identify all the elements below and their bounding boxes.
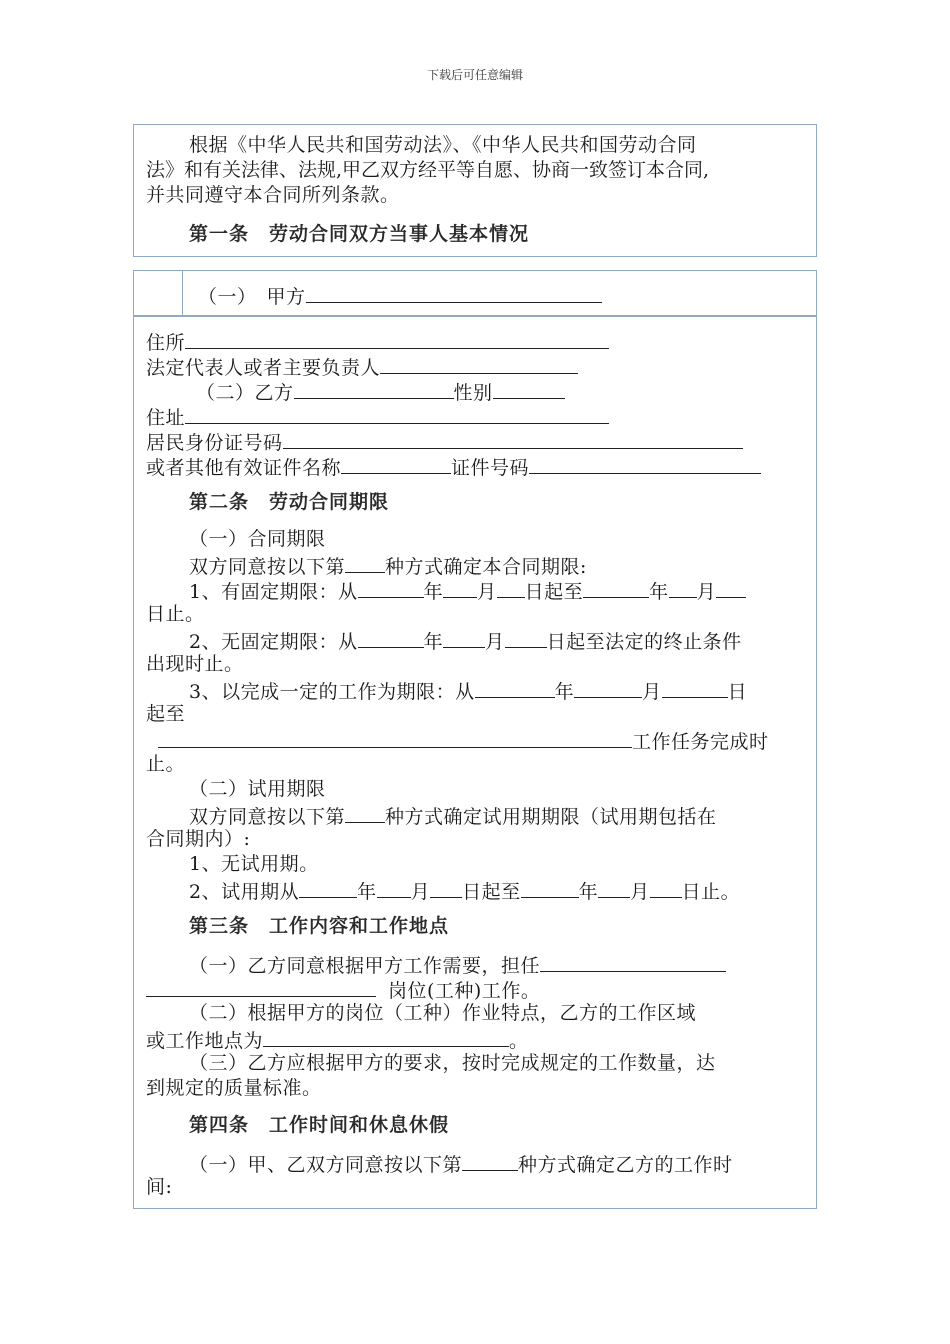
year-label: 年 bbox=[554, 681, 575, 703]
other-id-label: 或者其他有效证件名称 bbox=[146, 457, 342, 479]
article-4-title: 第四条 工作时间和休息休假 bbox=[189, 1114, 450, 1136]
term-method-text-a: 双方同意按以下第 bbox=[189, 556, 346, 578]
probation-method-text-a: 双方同意按以下第 bbox=[189, 806, 346, 828]
work-time-end: 间: bbox=[146, 1176, 173, 1198]
residence-field[interactable] bbox=[185, 403, 609, 424]
job-post-field-b[interactable] bbox=[146, 976, 376, 997]
party-a-row bbox=[198, 282, 602, 310]
id-number-field[interactable] bbox=[283, 428, 743, 449]
month-label: 月 bbox=[410, 881, 431, 903]
probation-start-day[interactable] bbox=[430, 877, 462, 898]
fixed-end-year[interactable] bbox=[583, 577, 649, 598]
job-post-row bbox=[189, 951, 726, 979]
job-post-text: （一）乙方同意根据甲方工作需要，担任 bbox=[189, 955, 541, 977]
task-term-end: 止。 bbox=[146, 753, 186, 775]
no-probation: 1、无试用期。 bbox=[189, 853, 319, 875]
residence-row bbox=[146, 403, 609, 431]
work-area-row-2 bbox=[146, 1026, 529, 1054]
cert-no-field[interactable] bbox=[529, 453, 761, 474]
job-post-suffix: 岗位(工种)工作。 bbox=[388, 980, 541, 1002]
task-term-complete: 工作任务完成时 bbox=[632, 731, 769, 753]
month-label: 月 bbox=[477, 581, 497, 603]
fixed-start-day[interactable] bbox=[497, 577, 525, 598]
gender-field[interactable] bbox=[493, 378, 565, 399]
rep-label: 法定代表人或者主要负责人 bbox=[146, 357, 381, 379]
quota-row-2: 到规定的质量标准。 bbox=[146, 1077, 322, 1099]
year-label: 年 bbox=[357, 881, 377, 903]
probation-end-year[interactable] bbox=[521, 877, 579, 898]
intro-line-1: 根据《中华人民共和国劳动法》、《中华人民共和国劳动合同 bbox=[189, 134, 697, 156]
month-label: 月 bbox=[630, 881, 650, 903]
article-2-title: 第二条 劳动合同期限 bbox=[189, 491, 390, 513]
term-method-text-b: 种方式确定本合同期限: bbox=[385, 556, 587, 578]
id-number-row bbox=[146, 428, 743, 456]
work-area-row: （二）根据甲方的岗位（工种）作业特点，乙方的工作区域 bbox=[189, 1002, 697, 1024]
party-b-field[interactable] bbox=[294, 378, 454, 399]
task-term-row bbox=[189, 677, 747, 705]
task-end-field[interactable] bbox=[158, 727, 632, 748]
fixed-start-month[interactable] bbox=[443, 577, 477, 598]
work-time-row bbox=[189, 1150, 733, 1178]
open-term-label: 2、无固定期限：从 bbox=[189, 631, 358, 653]
gender-label: 性别 bbox=[453, 382, 493, 404]
work-area-field[interactable] bbox=[263, 1026, 509, 1047]
task-start-year[interactable] bbox=[475, 677, 555, 698]
open-start-day[interactable] bbox=[505, 627, 547, 648]
fixed-end-day[interactable] bbox=[716, 577, 746, 598]
probation-start-month[interactable] bbox=[377, 877, 411, 898]
year-label: 年 bbox=[423, 581, 444, 603]
intro-line-2: 法》和有关法律、法规,甲乙双方经平等自愿、协商一致签订本合同, bbox=[146, 159, 710, 181]
term-method-field[interactable] bbox=[345, 552, 385, 573]
task-term-end-row bbox=[158, 727, 769, 755]
probation-end-day[interactable] bbox=[650, 877, 682, 898]
fixed-term-end: 日止。 bbox=[146, 603, 205, 625]
page-header: 下载后可任意编辑 bbox=[426, 68, 523, 82]
task-start-month[interactable] bbox=[574, 677, 642, 698]
task-term-label: 3、以完成一定的工作为期限：从 bbox=[189, 681, 475, 703]
open-start-month[interactable] bbox=[443, 627, 485, 648]
term-subtitle: （一）合同期限 bbox=[189, 528, 326, 550]
task-term-to: 起至 bbox=[146, 703, 186, 725]
year-label: 年 bbox=[649, 581, 669, 603]
party-a-field[interactable] bbox=[306, 282, 602, 303]
fixed-term-row bbox=[189, 577, 746, 605]
work-time-text-b: 种方式确定乙方的工作时 bbox=[518, 1154, 733, 1176]
open-term-to: 日起至法定的终止条件 bbox=[546, 631, 742, 653]
open-term-row bbox=[189, 627, 742, 655]
year-label: 年 bbox=[423, 631, 444, 653]
job-post-row-2 bbox=[146, 976, 540, 1004]
job-post-field-a[interactable] bbox=[540, 951, 726, 972]
party-a-inner-divider bbox=[182, 270, 183, 316]
month-label: 月 bbox=[642, 681, 662, 703]
day-label: 日 bbox=[727, 681, 748, 703]
party-a-label: （一） 甲方 bbox=[198, 286, 306, 308]
fixed-start-year[interactable] bbox=[358, 577, 424, 598]
address-label: 住所 bbox=[146, 332, 186, 354]
intro-line-3: 并共同遵守本合同所列条款。 bbox=[146, 184, 400, 206]
residence-label: 住址 bbox=[146, 407, 186, 429]
article-1-title: 第一条 劳动合同双方当事人基本情况 bbox=[189, 223, 530, 245]
work-area-label: 或工作地点为 bbox=[146, 1030, 264, 1052]
fixed-end-month[interactable] bbox=[669, 577, 697, 598]
party-b-row bbox=[196, 378, 565, 406]
party-b-label: （二）乙方 bbox=[196, 382, 294, 404]
rep-field[interactable] bbox=[380, 353, 578, 374]
other-id-row bbox=[146, 453, 761, 481]
open-start-year[interactable] bbox=[358, 627, 424, 648]
work-time-text-a: （一）甲、乙双方同意按以下第 bbox=[189, 1154, 463, 1176]
rep-row bbox=[146, 353, 578, 381]
cert-no-label: 证件号码 bbox=[451, 457, 530, 479]
address-field[interactable] bbox=[185, 328, 609, 349]
probation-method-field[interactable] bbox=[345, 802, 385, 823]
probation-method-text-b: 种方式确定试用期期限（试用期包括在 bbox=[385, 806, 717, 828]
probation-method-end: 合同期内）: bbox=[146, 828, 251, 850]
id-number-label: 居民身份证号码 bbox=[146, 432, 283, 454]
year-label: 年 bbox=[578, 881, 599, 903]
probation-period-row bbox=[189, 877, 740, 905]
work-time-field[interactable] bbox=[462, 1150, 518, 1171]
probation-to: 日起至 bbox=[462, 881, 521, 903]
other-id-field[interactable] bbox=[341, 453, 451, 474]
work-area-end: 。 bbox=[509, 1030, 529, 1052]
task-start-day[interactable] bbox=[662, 677, 728, 698]
probation-method-row bbox=[189, 802, 717, 830]
month-label: 月 bbox=[696, 581, 717, 603]
quota-row: （三）乙方应根据甲方的要求，按时完成规定的工作数量，达 bbox=[189, 1052, 716, 1074]
probation-end-text: 日止。 bbox=[681, 881, 741, 903]
article-3-title: 第三条 工作内容和工作地点 bbox=[189, 915, 450, 937]
fixed-term-label: 1、有固定期限：从 bbox=[189, 581, 358, 603]
probation-start-year[interactable] bbox=[299, 877, 357, 898]
open-term-end: 出现时止。 bbox=[146, 653, 244, 675]
probation-period-label: 2、试用期从 bbox=[189, 881, 300, 903]
term-method-row bbox=[189, 552, 587, 580]
month-label: 月 bbox=[485, 631, 505, 653]
address-row bbox=[146, 328, 609, 356]
probation-subtitle: （二）试用期限 bbox=[189, 778, 326, 800]
fixed-term-to: 日起至 bbox=[524, 581, 584, 603]
probation-end-month[interactable] bbox=[598, 877, 630, 898]
